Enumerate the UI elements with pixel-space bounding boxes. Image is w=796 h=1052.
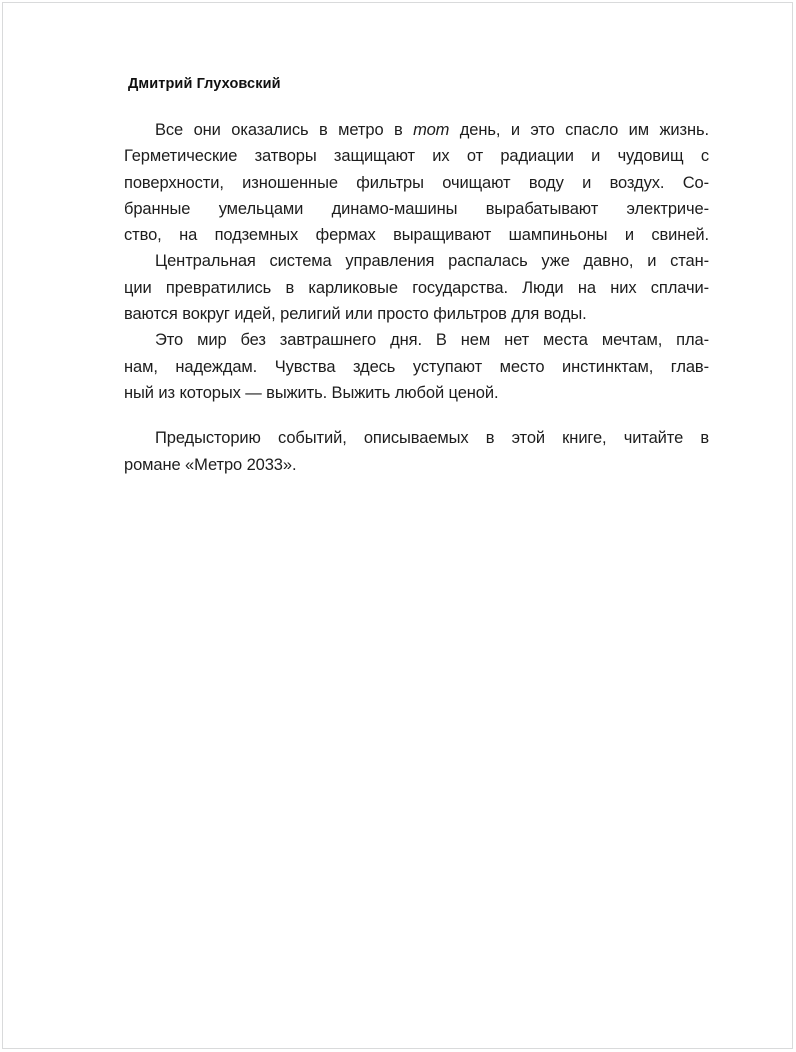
text-line [124,301,709,327]
text-line [124,196,709,222]
text-segment: нам, надеждам. Чувства здесь уступают место инстинктам, глав- [124,357,709,376]
text-line [124,354,709,380]
text-line [124,248,709,274]
text-segment: поверхности, изношенные фильтры очищают воду и воздух. Со- [124,173,709,192]
text-segment: день, и это спасло им жизнь. [449,121,709,139]
text-line [124,170,709,196]
paragraph [124,117,709,248]
text-line [124,117,709,143]
author-header: Дмитрий Глуховский [128,76,281,92]
text-segment: Все они оказались в метро в [155,121,414,139]
body-text [124,117,709,478]
text-segment: Центральная система управления распалась уже давно, и стан- [155,252,709,271]
text-segment: Это мир без завтрашнего дня. В нем нет места мечтам, пла- [155,331,709,350]
text-line [124,380,709,406]
paragraph [124,248,709,327]
text-segment: романе «Метро 2033». [124,455,297,474]
text-segment: Предысторию событий, описываемых в этой книге, читайте в [155,429,709,448]
text-segment: Герметические затворы защищают их от радиации и чудовищ с [124,147,709,166]
text-segment: ваются вокруг идей, религий или просто фильтров для воды. [124,305,587,324]
text-line [124,143,709,169]
text-line [124,222,709,248]
text-segment: бранные умельцами динамо-машины вырабатывают электриче- [124,199,709,218]
text-line [124,452,709,478]
text-line [124,275,709,301]
text-line [124,327,709,353]
italic-text: тот [413,121,450,139]
text-line [124,425,709,451]
paragraph [124,327,709,406]
text-segment: ство, на подземных фермах выращивают шампиньоны и свиней. [124,226,709,245]
text-segment: ный из которых — выжить. Выжить любой ценой. [124,383,499,402]
text-segment: ции превратились в карликовые государства. Люди на них сплачи- [124,278,709,297]
paragraph [124,425,709,478]
